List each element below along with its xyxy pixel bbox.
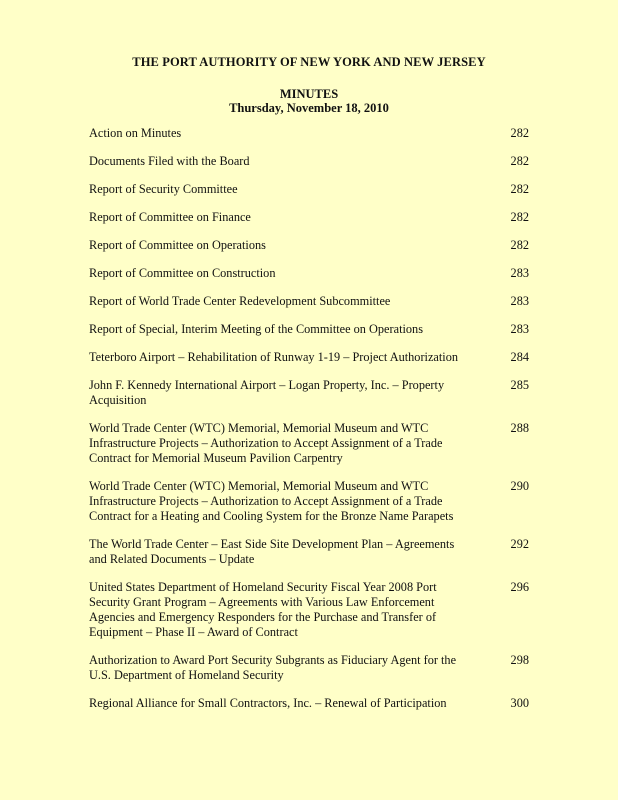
toc-entry-page: 298	[510, 653, 529, 667]
toc-entry-title: Report of Committee on Finance	[89, 210, 251, 224]
toc-entry-title: Teterboro Airport – Rehabilitation of Runway 1-19 – Project Authorization	[89, 350, 458, 364]
toc-entry-page: 292	[510, 537, 529, 551]
toc-entry	[89, 421, 529, 466]
toc-entry-title: The World Trade Center – East Side Site Development Plan – Agreements and Related Documents – Update	[89, 537, 455, 566]
toc-entry-page: 282	[510, 126, 529, 140]
toc-entry-title: World Trade Center (WTC) Memorial, Memorial Museum and WTC Infrastructure Projects – Authorization to Accept Assignment of a Trade Contract for a Heating and Cooling System for the Bronze Name Parapets	[89, 479, 454, 523]
toc-entry-title: Report of Committee on Construction	[89, 266, 276, 280]
toc-entry	[89, 378, 529, 408]
toc-entry	[89, 182, 529, 197]
toc-entry-title: Report of Special, Interim Meeting of the Committee on Operations	[89, 322, 423, 336]
toc-entry-page: 285	[510, 378, 529, 392]
toc-entry	[89, 238, 529, 253]
toc-entry-title: Authorization to Award Port Security Subgrants as Fiduciary Agent for the U.S. Department of Homeland Security	[89, 653, 457, 682]
toc-entry-title: World Trade Center (WTC) Memorial, Memorial Museum and WTC Infrastructure Projects – Authorization to Accept Assignment of a Trade Contract for Memorial Museum Pavilion Carpentry	[89, 421, 443, 465]
toc-entry-page: 300	[510, 696, 529, 710]
toc-entry	[89, 479, 529, 524]
toc-entry-page: 296	[510, 580, 529, 594]
toc-entry-title: Report of World Trade Center Redevelopment Subcommittee	[89, 294, 391, 308]
toc-entry	[89, 653, 529, 683]
toc-entry	[89, 266, 529, 281]
toc-entry-title: Report of Security Committee	[89, 182, 238, 196]
toc-entry	[89, 126, 529, 141]
toc-entry-page: 290	[510, 479, 529, 493]
toc-entry-page: 283	[510, 322, 529, 336]
meeting-date: Thursday, November 18, 2010	[229, 101, 389, 115]
organization-title: THE PORT AUTHORITY OF NEW YORK AND NEW JERSEY	[132, 55, 486, 69]
toc-entry	[89, 294, 529, 309]
toc-entry-title: John F. Kennedy International Airport – Logan Property, Inc. – Property Acquisition	[89, 378, 445, 407]
toc-entry-title: United States Department of Homeland Security Fiscal Year 2008 Port Security Grant Program – Agreements with Various Law Enforcement Agencies and Emergency Responders for the Purchase and Transfer of Equipment – Phase II – Award of Contract	[89, 580, 437, 639]
minutes-heading: MINUTES	[279, 87, 339, 101]
toc-entry	[89, 537, 529, 567]
toc-entry-title: Action on Minutes	[89, 126, 182, 140]
toc-entry-title: Documents Filed with the Board	[89, 154, 250, 168]
toc-entry	[89, 154, 529, 169]
toc-entry	[89, 350, 529, 365]
table-of-contents	[89, 126, 529, 724]
toc-entry-page: 283	[510, 294, 529, 308]
toc-entry-page: 282	[510, 182, 529, 196]
toc-entry-page: 284	[510, 350, 529, 364]
toc-entry-title: Report of Committee on Operations	[89, 238, 266, 252]
toc-entry-page: 283	[510, 266, 529, 280]
toc-entry	[89, 580, 529, 640]
toc-entry-title: Regional Alliance for Small Contractors, Inc. – Renewal of Participation	[89, 696, 447, 710]
toc-entry	[89, 696, 529, 711]
toc-entry-page: 282	[510, 154, 529, 168]
toc-entry	[89, 210, 529, 225]
toc-entry-page: 288	[510, 421, 529, 435]
toc-entry-page: 282	[510, 238, 529, 252]
toc-entry-page: 282	[510, 210, 529, 224]
toc-entry	[89, 322, 529, 337]
